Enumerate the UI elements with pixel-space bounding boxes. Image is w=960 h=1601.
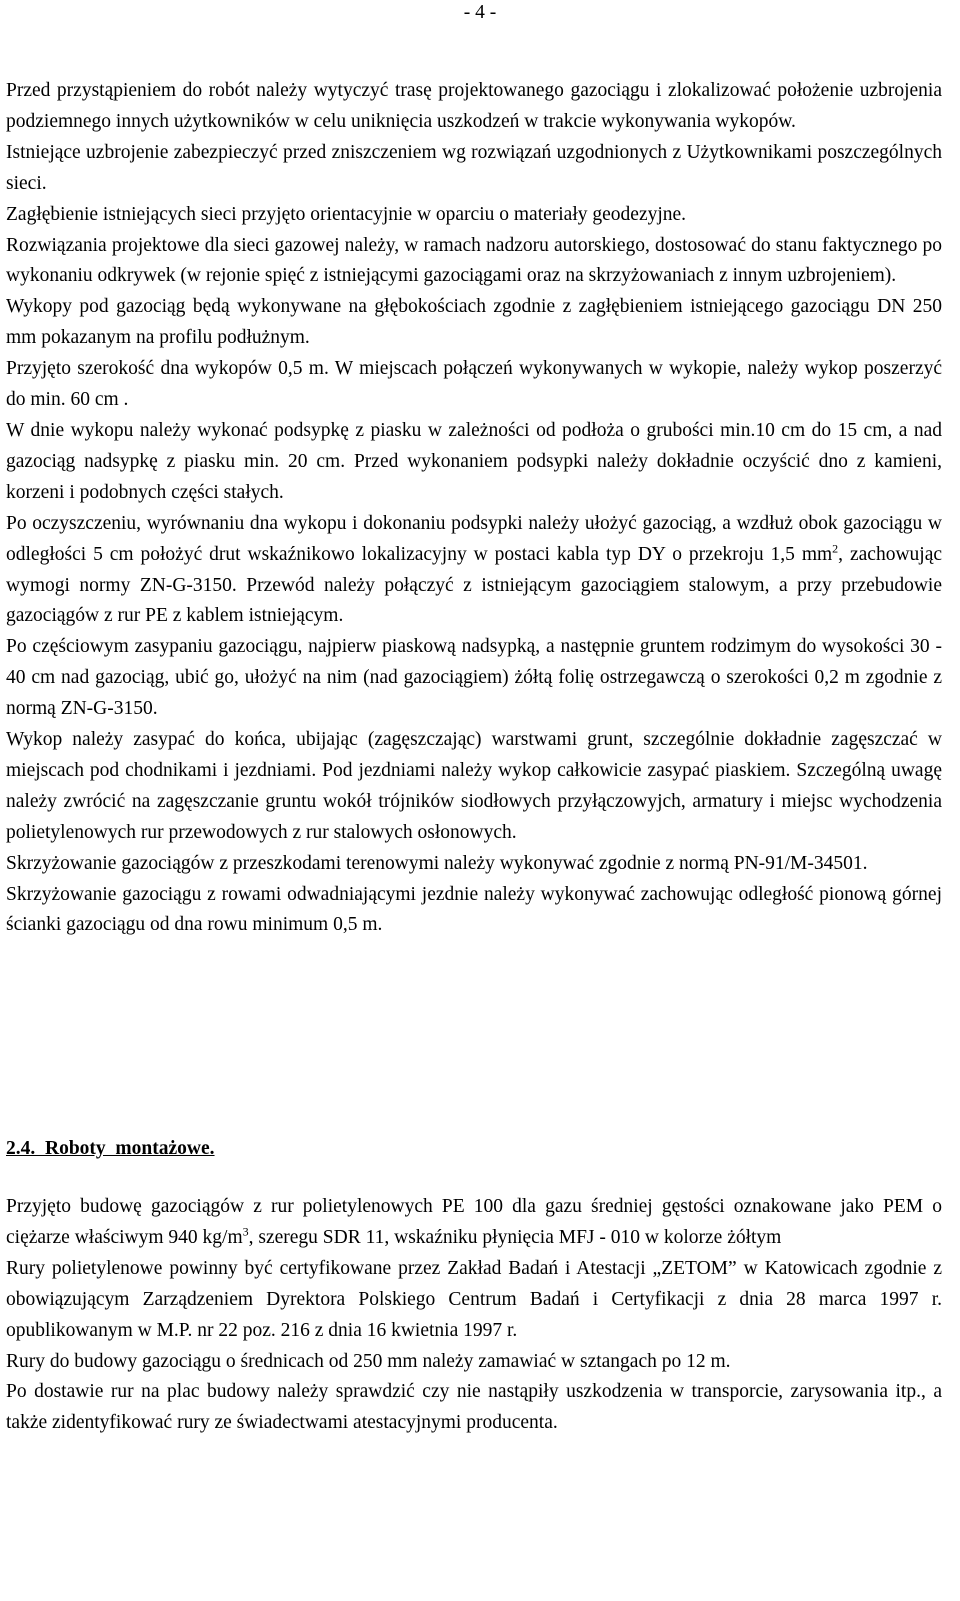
section-heading-assembly-works: 2.4. Roboty montażowe. — [6, 1138, 215, 1159]
pipe-material-text-continued: , szeregu SDR 11, wskaźniku płynięcia MFJ - 010 w kolorze żółtym — [248, 1226, 782, 1248]
paragraph-ditch-crossing: Skrzyżowanie gazociągu z rowami odwadniającymi jezdnie należy wykonywać zachowując odległość pionową górnej ścianki gazociągu od dna rowu minimum 0,5 m. — [6, 883, 942, 936]
pipe-laying-text-continued: , zachowując wymogi normy ZN-G-3150. Przewód należy połączyć z istniejącym gazociągiem stalowym, a przy przebudowie gazociągów z rur PE z kablem istniejącym. — [6, 543, 943, 627]
paragraph-trench-width: Przyjęto szerokość dna wykopów 0,5 m. W miejscach połączeń wykonywanych w wykopie, należy wykop poszerzyć do min. 60 cm . — [6, 358, 942, 411]
section-body-assembly-works — [6, 1192, 942, 1439]
paragraph-utility-protection: Istniejące uzbrojenie zabezpieczyć przed zniszczeniem wg rozwiązań uzgodnionych z Użytkownikami poszczególnych sieci. — [6, 141, 942, 194]
section-body-earthworks — [6, 76, 942, 941]
paragraph-design-adjustment: Rozwiązania projektowe dla sieci gazowej należy, w ramach nadzoru autorskiego, dostosować do stanu faktycznego po wykonaniu odkrywek (w rejonie spięć z istniejącymi gazociągami oraz na skrzyżowaniach z innym uzbrojeniem). — [6, 234, 942, 287]
paragraph-sand-bedding: W dnie wykopu należy wykonać podsypkę z piasku w zależności od podłoża o grubości min.10 cm do 15 cm, a nad gazociąg nadsypkę z piasku min. 20 cm. Przed wykonaniem podsypki należy dokładnie oczyścić dno z kamieni, korzeni i podobnych części stałych. — [6, 419, 942, 503]
paragraph-pipe-laying — [6, 509, 942, 633]
pipe-material-text: Przyjęto budowę gazociągów z rur polietylenowych PE 100 dla gazu średniej gęstości oznakowane jako PEM o ciężarze właściwym 940 kg/m — [6, 1196, 942, 1248]
paragraph-full-backfill: Wykop należy zasypać do końca, ubijając (zagęszczając) warstwami grunt, szczególnie dokładnie zagęszczać w miejscach pod chodnikami i jezdniami. Pod jezdniami należy wykop całkowicie zasypać piaskiem. Szczególną uwagę należy zwrócić na zagęszczanie gruntu wokół trójników siodłowych przyłączowyjch, armatury i miejsc wychodzenia polietylenowych rur przewodowych z rur stalowych osłonowych. — [6, 729, 942, 843]
paragraph-pipe-lengths: Rury do budowy gazociągu o średnicach od 250 mm należy zamawiać w sztangach po 12 m. — [6, 1350, 731, 1372]
pipe-laying-text: Po oczyszczeniu, wyrównaniu dna wykopu i dokonaniu podsypki należy ułożyć gazociąg, a wzdłuż obok gazociągu w odległości 5 cm położyć drut wskaźnikowo lokalizacyjny w postaci kabla typ DY o przekroju 1,5 mm — [6, 512, 942, 565]
superscript-squared: 2 — [832, 541, 839, 556]
paragraph-utility-depth: Zagłębienie istniejących sieci przyjęto orientacyjnie w oparciu o materiały geodezyjne. — [6, 203, 687, 225]
page-number: - 4 - — [463, 2, 497, 23]
paragraph-delivery-inspection: Po dostawie rur na plac budowy należy sprawdzić czy nie nastąpiły uszkodzenia w transporcie, zarysowania itp., a także zidentyfikować rury ze świadectwami atestacyjnymi producenta. — [6, 1381, 942, 1434]
superscript-cubed: 3 — [242, 1224, 249, 1239]
paragraph-certification: Rury polietylenowe powinny być certyfikowane przez Zakład Badań i Atestacji „ZETOM” w Katowicach zgodnie z obowiązującym Zarządzeniem Dyrektora Polskiego Centrum Badań i Certyfikacji z dnia 28 marca 1997 r. opublikowanym w M.P. nr 22 poz. 216 z dnia 16 kwietnia 1997 r. — [6, 1257, 942, 1341]
paragraph-partial-backfill: Po częściowym zasypaniu gazociągu, najpierw piaskową nadsypką, a następnie gruntem rodzimym do wysokości 30 - 40 cm nad gazociąg, ubić go, ułożyć na nim (nad gazociągiem) żółtą folię ostrzegawczą o szerokości 0,2 m zgodnie z normą ZN-G-3150. — [6, 636, 942, 720]
paragraph-pipe-material — [6, 1192, 942, 1254]
paragraph-route-staking: Przed przystąpieniem do robót należy wytyczyć trasę projektowanego gazociągu i zlokalizować położenie uzbrojenia podziemnego innych użytkowników w celu uniknięcia uszkodzeń w trakcie wykonywania wykopów. — [6, 80, 942, 132]
paragraph-obstacle-crossing: Skrzyżowanie gazociągów z przeszkodami terenowymi należy wykonywać zgodnie z normą PN-91/M-34501. — [6, 852, 868, 874]
paragraph-trench-depth: Wykopy pod gazociąg będą wykonywane na głębokościach zgodnie z zagłębieniem istniejącego gazociągu DN 250 mm pokazanym na profilu podłużnym. — [6, 296, 942, 349]
